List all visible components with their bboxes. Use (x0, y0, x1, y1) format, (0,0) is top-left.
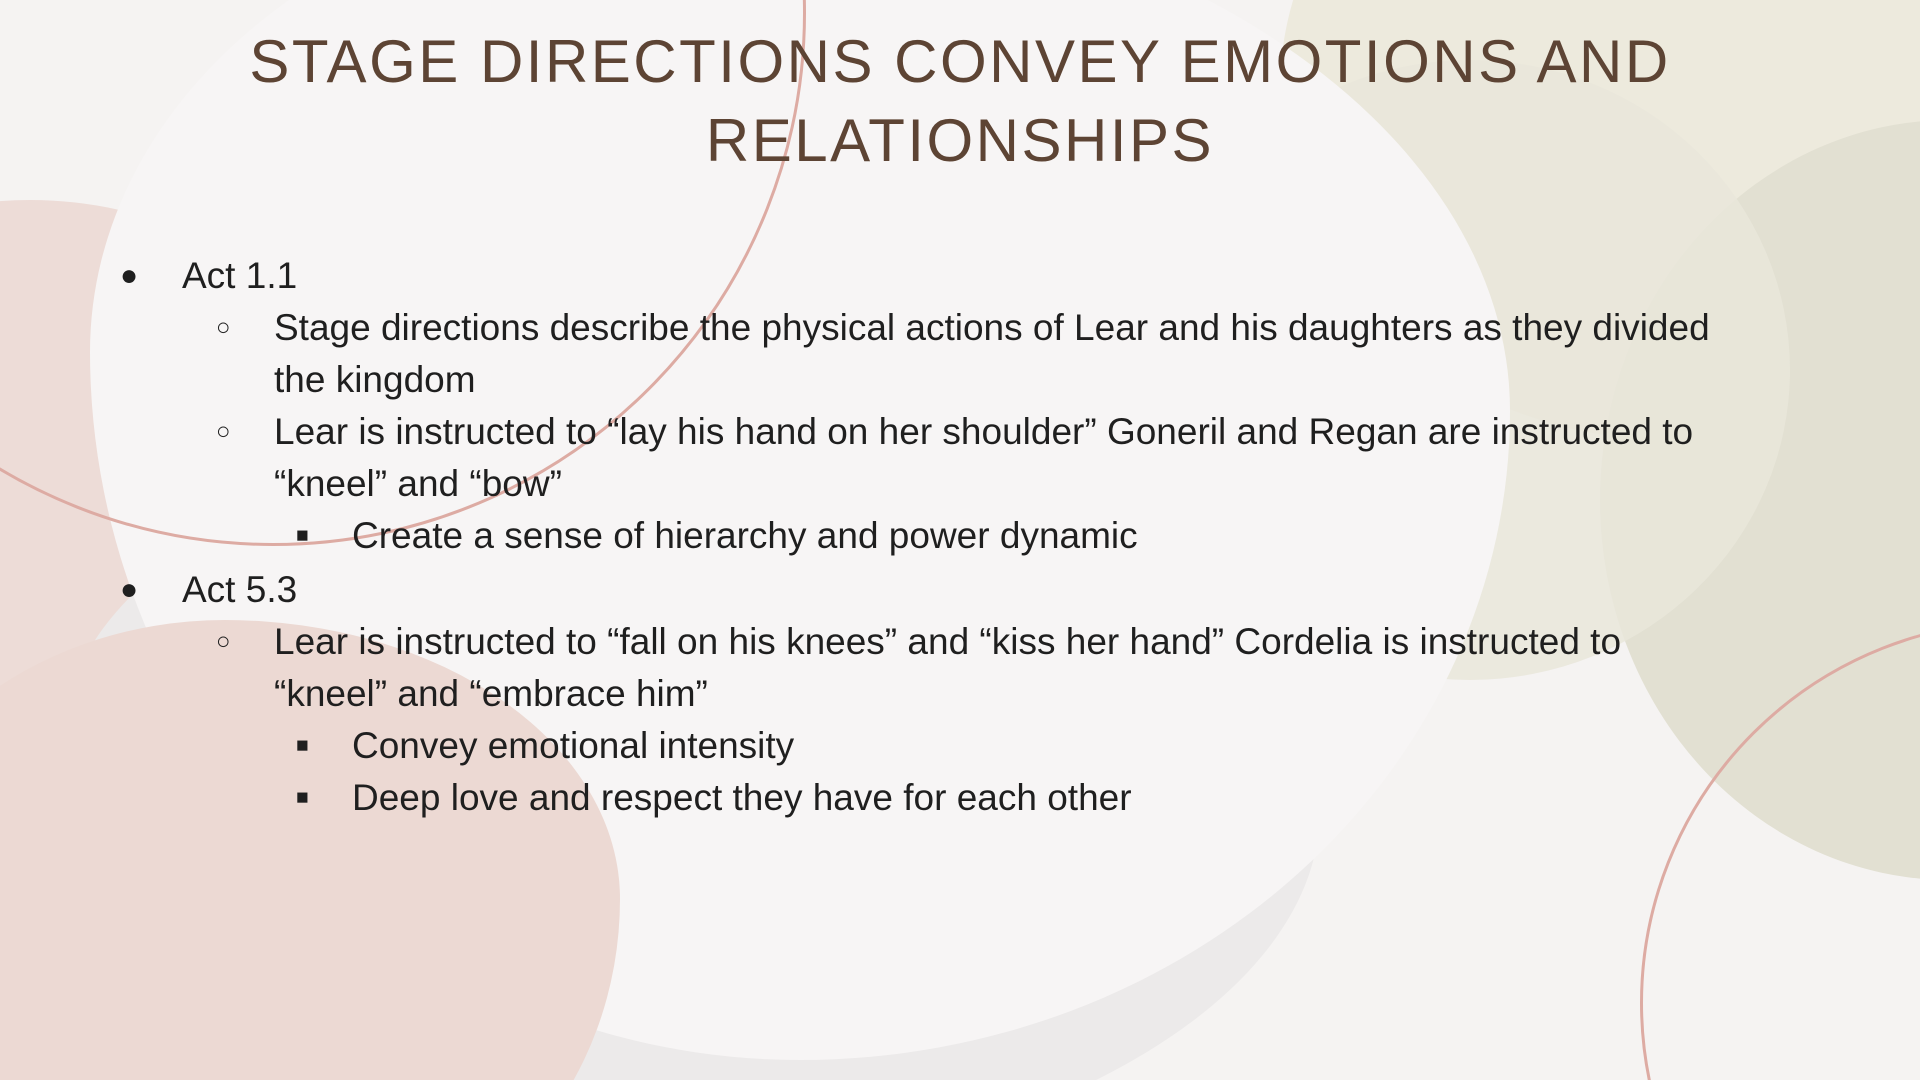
list-item-text: Lear is instructed to “fall on his knees” and “kiss her hand” Cordelia is instructed to “kneel” and “embrace him” (274, 621, 1622, 714)
list-item (296, 772, 1820, 824)
list-item (296, 720, 1820, 772)
list-item-text: Create a sense of hierarchy and power dynamic (352, 515, 1138, 556)
bullet-glyph-level-3: ■ (296, 734, 309, 757)
list-item-text: Convey emotional intensity (352, 725, 795, 766)
bullet-glyph-level-3: ■ (296, 524, 309, 547)
list-item (216, 302, 1820, 406)
bullet-list-level-3 (296, 720, 1820, 824)
list-item-text: Stage directions describe the physical actions of Lear and his daughters as they divided the kingdom (274, 307, 1710, 400)
slide-title: STAGE DIRECTIONS CONVEY EMOTIONS AND RELATIONSHIPS (249, 28, 1671, 175)
bullet-glyph-level-2: ○ (216, 418, 231, 445)
bullet-glyph-level-2: ○ (216, 314, 231, 341)
bullet-glyph-level-1: ● (120, 259, 139, 292)
list-item (216, 616, 1820, 824)
list-item (296, 510, 1820, 562)
bullet-glyph-level-1: ● (120, 573, 139, 606)
list-item-text: Act 5.3 (182, 569, 298, 610)
bullet-glyph-level-3: ■ (296, 786, 309, 809)
bullet-list-level-1 (120, 250, 1820, 824)
list-item (216, 406, 1820, 562)
list-item (120, 250, 1820, 562)
bullet-list-level-3 (296, 510, 1820, 562)
bullet-list-level-2 (216, 616, 1820, 824)
list-item (120, 564, 1820, 824)
slide-body (120, 250, 1820, 826)
bullet-list-level-2 (216, 302, 1820, 562)
bullet-glyph-level-2: ○ (216, 628, 231, 655)
list-item-text: Lear is instructed to “lay his hand on her shoulder” Goneril and Regan are instructed to “kneel” and “bow” (274, 411, 1694, 504)
list-item-text: Act 1.1 (182, 255, 298, 296)
list-item-text: Deep love and respect they have for each other (352, 777, 1132, 818)
